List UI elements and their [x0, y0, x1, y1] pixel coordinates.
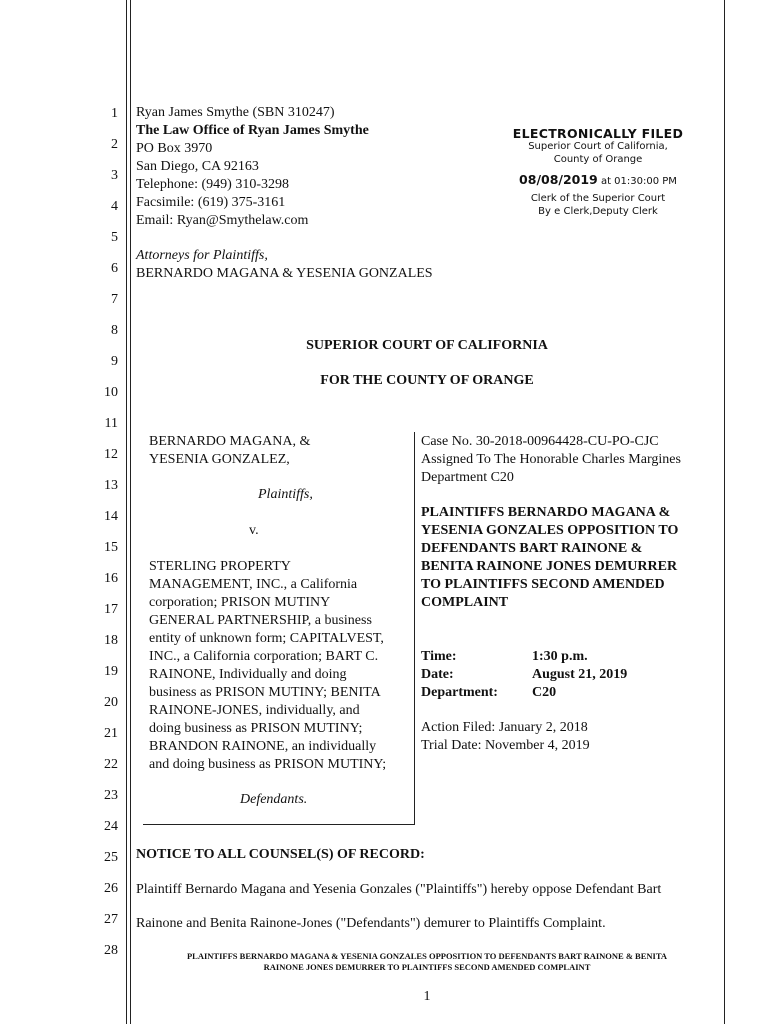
line-number: 17: [104, 602, 118, 617]
left-margin-rule-inner: [130, 0, 131, 1024]
defendant-line: STERLING PROPERTY: [149, 559, 291, 574]
line-number: 19: [104, 664, 118, 679]
line-number: 24: [104, 819, 118, 834]
line-number: 21: [104, 726, 118, 741]
line-number: 25: [104, 850, 118, 865]
line-number: 2: [111, 137, 118, 152]
line-number: 22: [104, 757, 118, 772]
defendant-line: RAINONE, Individually and doing: [149, 667, 347, 682]
hearing-dept-value: C20: [532, 685, 557, 700]
document-title-line: BENITA RAINONE JONES DEMURRER: [421, 559, 678, 574]
department-line: Department C20: [421, 470, 514, 485]
defendant-line: corporation; PRISON MUTINY: [149, 595, 331, 610]
caption-divider-vertical: [414, 432, 415, 825]
defendant-line: entity of unknown form; CAPITALVEST,: [149, 631, 384, 646]
line-number: 13: [104, 478, 118, 493]
line-number: 7: [111, 292, 118, 307]
footer-title-line: PLAINTIFFS BERNARDO MAGANA & YESENIA GONZALES OPPOSITION TO DEFENDANTS BART RAINONE & BENITA: [186, 951, 668, 961]
stamp-time: at 01:30:00 PM: [600, 176, 677, 187]
versus: v.: [249, 523, 259, 538]
stamp-date: 08/08/2019: [519, 172, 598, 187]
defendant-line: BRANDON RAINONE, an individually: [149, 739, 377, 754]
line-number: 15: [104, 540, 118, 555]
hearing-dept-label: Department:: [421, 685, 498, 700]
line-number: 27: [104, 912, 118, 927]
line-number: 14: [104, 509, 118, 524]
stamp-clerk: Clerk of the Superior Court: [530, 193, 666, 204]
defendant-line: and doing business as PRISON MUTINY;: [149, 757, 387, 772]
defendant-line: doing business as PRISON MUTINY;: [149, 721, 363, 736]
stamp-deputy: By e Clerk,Deputy Clerk: [538, 206, 658, 217]
line-number: 26: [104, 881, 118, 896]
hearing-date-value: August 21, 2019: [532, 667, 628, 682]
line-number: 11: [104, 416, 118, 431]
line-number: 8: [111, 323, 118, 338]
document-title-line: TO PLAINTIFFS SECOND AMENDED: [421, 577, 665, 592]
left-margin-rule-outer: [126, 0, 127, 1024]
line-number: 20: [104, 695, 118, 710]
plaintiff-name-1: BERNARDO MAGANA, &: [149, 434, 311, 449]
document-title-line: PLAINTIFFS BERNARDO MAGANA &: [421, 505, 671, 520]
document-title-line: DEFENDANTS BART RAINONE &: [421, 541, 643, 556]
hearing-time-label: Time:: [421, 649, 457, 664]
line-number: 5: [111, 230, 118, 245]
caption-divider-horizontal: [143, 824, 415, 825]
hearing-date-label: Date:: [421, 667, 454, 682]
plaintiffs-label: Plaintiffs,: [258, 487, 313, 502]
email: Email: Ryan@Smythelaw.com: [136, 213, 309, 228]
line-number: 28: [104, 943, 118, 958]
document-title-line: YESENIA GONZALES OPPOSITION TO: [421, 523, 679, 538]
court-name: SUPERIOR COURT OF CALIFORNIA: [306, 338, 548, 353]
document-title-line: COMPLAINT: [421, 595, 509, 610]
body-paragraph-line: Plaintiff Bernardo Magana and Yesenia Gonzales ("Plaintiffs") hereby oppose Defendant Bart: [136, 882, 662, 897]
line-number: 1: [111, 106, 118, 121]
trial-date: Trial Date: November 4, 2019: [421, 738, 590, 753]
defendants-label: Defendants.: [240, 792, 308, 807]
line-number: 23: [104, 788, 118, 803]
line-number: 12: [104, 447, 118, 462]
telephone: Telephone: (949) 310-3298: [136, 177, 289, 192]
action-filed: Action Filed: January 2, 2018: [421, 720, 588, 735]
line-number: 10: [104, 385, 118, 400]
defendant-line: INC., a California corporation; BART C.: [149, 649, 379, 664]
client-names: BERNARDO MAGANA & YESENIA GONZALES: [136, 266, 433, 281]
stamp-court: Superior Court of California,: [528, 141, 668, 152]
court-county: FOR THE COUNTY OF ORANGE: [320, 373, 534, 388]
hearing-time-value: 1:30 p.m.: [532, 649, 588, 664]
notice-heading: NOTICE TO ALL COUNSEL(S) OF RECORD:: [136, 847, 425, 862]
right-margin-rule: [724, 0, 725, 1024]
law-firm-name: The Law Office of Ryan James Smythe: [136, 123, 369, 138]
stamp-county: County of Orange: [553, 154, 643, 165]
case-number: Case No. 30-2018-00964428-CU-PO-CJC: [421, 434, 659, 449]
defendant-line: GENERAL PARTNERSHIP, a business: [149, 613, 372, 628]
city-state-zip: San Diego, CA 92163: [136, 159, 259, 174]
line-number: 4: [111, 199, 118, 214]
defendant-line: MANAGEMENT, INC., a California: [149, 577, 358, 592]
stamp-datetime: [492, 172, 704, 187]
line-number: 6: [111, 261, 118, 276]
plaintiff-name-2: YESENIA GONZALEZ,: [149, 452, 290, 467]
facsimile: Facsimile: (619) 375-3161: [136, 195, 286, 210]
defendant-line: business as PRISON MUTINY; BENITA: [149, 685, 381, 700]
po-box: PO Box 3970: [136, 141, 213, 156]
line-number: 18: [104, 633, 118, 648]
line-number: 9: [111, 354, 118, 369]
stamp-title: ELECTRONICALLY FILED: [512, 126, 684, 141]
line-number: 16: [104, 571, 118, 586]
assigned-judge: Assigned To The Honorable Charles Margines: [421, 452, 681, 467]
body-paragraph-line: Rainone and Benita Rainone-Jones ("Defendants") demurer to Plaintiffs Complaint.: [136, 916, 606, 931]
page-number: 1: [423, 989, 431, 1004]
defendant-line: RAINONE-JONES, individually, and: [149, 703, 360, 718]
line-number: 3: [111, 168, 118, 183]
attorney-name: Ryan James Smythe (SBN 310247): [136, 105, 335, 120]
footer-title-line: RAINONE JONES DEMURRER TO PLAINTIFFS SECOND AMENDED COMPLAINT: [263, 962, 591, 972]
attorneys-for-label: Attorneys for Plaintiffs,: [136, 248, 268, 263]
